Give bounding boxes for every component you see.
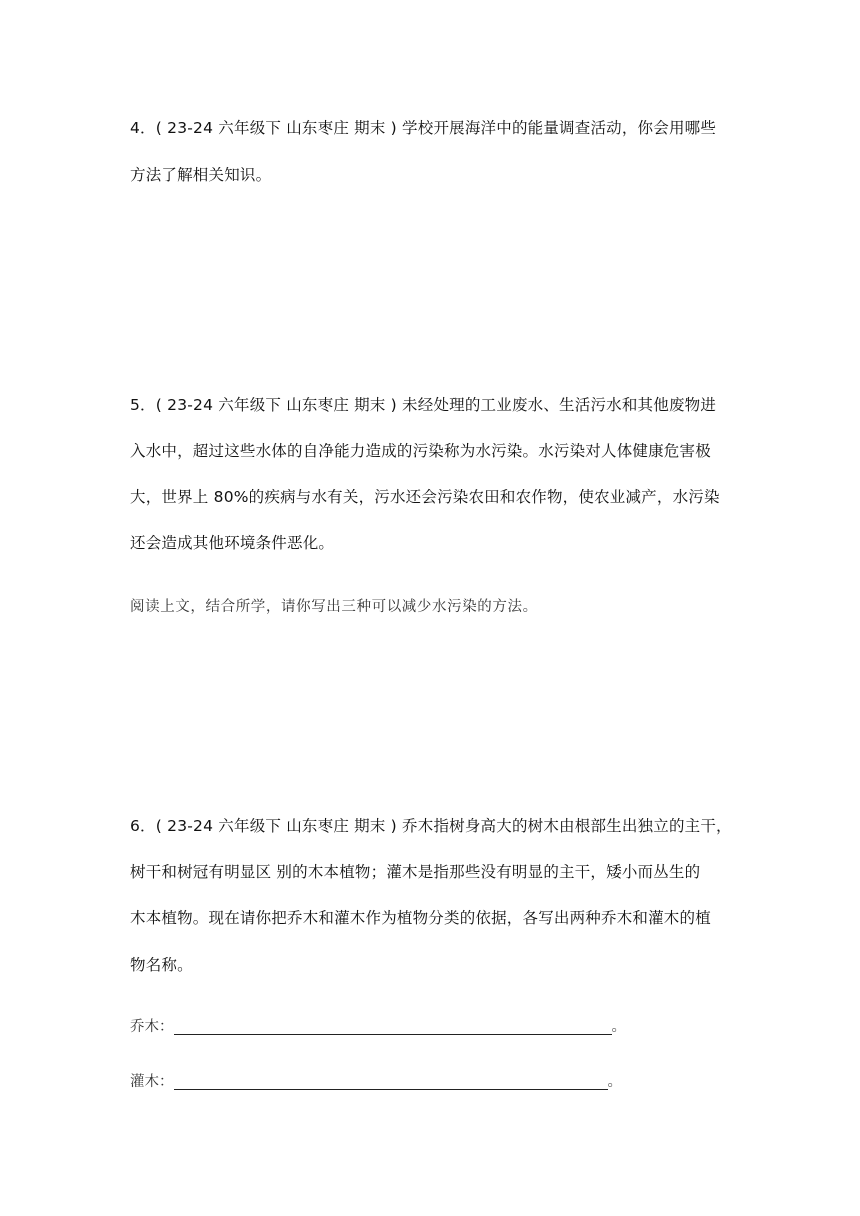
question-6-line-1: 6．( 23-24 六年级下 山东枣庄 期末 ) 乔木指树身高大的树木由根部生出独立的主干，: [130, 817, 732, 835]
answer-row-qiaomu: [130, 1016, 626, 1038]
question-5-line-3: 大，世界上 80%的疾病与水有关，污水还会污染农田和农作物，使农业减产，水污染: [130, 488, 720, 506]
question-5-line-1: 5．( 23-24 六年级下 山东枣庄 期末 ) 未经处理的工业废水、生活污水和其他废物进: [130, 396, 717, 414]
answer-blank-guanmu[interactable]: [174, 1073, 608, 1090]
question-5-line-2: 入水中，超过这些水体的自净能力造成的污染称为水污染。水污染对人体健康危害极: [130, 442, 711, 460]
question-4-line-2: 方法了解相关知识。: [130, 166, 272, 184]
answer-label-guanmu: 灌木：: [130, 1074, 174, 1090]
question-6-line-2: 树干和树冠有明显区 别的木本植物；灌木是指那些没有明显的主干，矮小而丛生的: [130, 863, 701, 881]
answer-blank-qiaomu[interactable]: [174, 1018, 612, 1035]
question-5-line-4: 还会造成其他环境条件恶化。: [130, 534, 335, 552]
question-5-prompt: 阅读上文，结合所学，请你写出三种可以减少水污染的方法。: [130, 599, 538, 615]
answer-end-qiaomu: 。: [611, 1019, 626, 1035]
question-6-line-4: 物名称。: [130, 956, 193, 974]
question-6-line-3: 木本植物。现在请你把乔木和灌木作为植物分类的依据，各写出两种乔木和灌木的植: [130, 909, 711, 927]
question-4-line-1: 4．( 23-24 六年级下 山东枣庄 期末 ) 学校开展海洋中的能量调查活动，你会用哪些: [130, 119, 717, 137]
answer-label-qiaomu: 乔木：: [130, 1019, 174, 1035]
answer-row-guanmu: [130, 1071, 622, 1093]
answer-end-guanmu: 。: [607, 1074, 622, 1090]
